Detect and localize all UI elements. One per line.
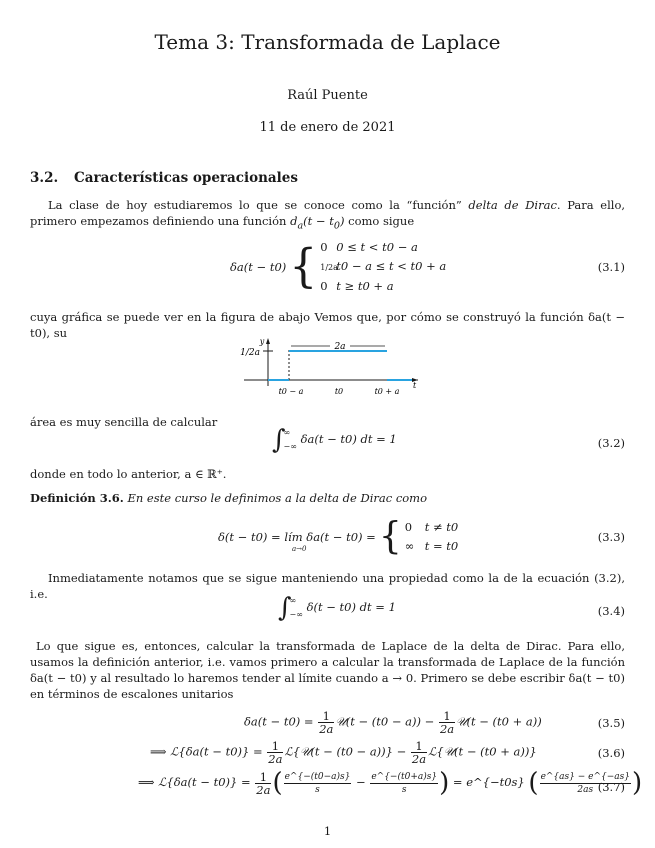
delta-graph — [232, 336, 422, 398]
fraction: $\frac{1}{2a}$ — [256, 769, 271, 797]
eq33-lhs: δ(t − t0) = lím δa(t − t0) = — [218, 530, 376, 544]
eq32-body: δa(t − t0) dt = 1 — [300, 432, 397, 446]
integral-sign: ∫ — [272, 425, 286, 455]
y-label: y — [259, 337, 265, 346]
tick-label: t0 — [334, 387, 344, 396]
eq31-case-row: 0 0 ≤ t < t0 − a — [320, 240, 418, 254]
paragraph-graph: cuya gráfica se puede ver en la figura de abajo Vemos que, por cómo se construyó la función δa(t − t0), su — [30, 310, 625, 340]
eq31-case-row: 0 t ≥ t0 + a — [320, 279, 394, 293]
eq34-body: δ(t − t0) dt = 1 — [306, 600, 396, 614]
definition-label: Definición 3.6. — [30, 491, 124, 505]
fraction: $\frac{e\^{}\{as\} - e\^{}\{-as\}}{2as}$ — [540, 771, 630, 795]
eq33-case-row: ∞ t = t0 — [404, 539, 459, 553]
paragraph-area: área es muy sencilla de calcular — [30, 415, 218, 429]
equation-3-5: δa(t − t0) = $\frac{1}{2a}$ 𝒰(t − (t0 − a)) − $\frac{1}{2a}$ 𝒰(t − (t0 + a)) (3.5) — [244, 709, 625, 736]
equation-number: (3.1) — [597, 260, 625, 274]
equation-number: (3.7) — [597, 780, 625, 794]
section-number: 3.2. — [30, 170, 59, 186]
equation-3-7: ⟹ ℒ{δa(t − t0)} = $\frac{1}{2a}$ ( $\frac{e\^{}\{-(t0-a)s\}}{s}$ − $\frac{e\^{}\{-(t0+a)s\}}{s}$ ) = e^{−t0s} ( $\frac{e\^{}\{as\} - e\^{}\{-as\}}{2as}$ ) (3.7) — [138, 768, 643, 798]
equation-number: (3.5) — [597, 716, 625, 730]
limit-subscript: a→0 — [292, 545, 307, 553]
paragraph-intro: La clase de hoy estudiaremos lo que se conoce como la “función” delta de Dirac. Para ello, primero empezamos definiendo una función $d_a(t - t_0)$ como sigue — [30, 198, 626, 232]
equation-number: (3.2) — [597, 436, 625, 450]
equation-3-4: ∫ ∞ −∞ δ(t − t0) dt = 1 (3.4) — [278, 593, 625, 623]
equation-number: (3.4) — [597, 604, 625, 618]
integral-sign: ∫ — [278, 593, 292, 623]
fraction: $\frac{1}{2a}$ — [319, 709, 334, 736]
equation-3-2: ∫ ∞ −∞ δa(t − t0) dt = 1 (3.2) — [272, 425, 625, 455]
paragraph-laplace: Lo que sigue es, entonces, calcular la transformada de Laplace de la delta de Dirac. Para ello, usamos la definición anterior, i.e. vamos primero a calcular la transformada de Laplace de la función δa(t − t0) y al resultado lo haremos tender al límite cuando a → 0. Primero se debe escribir δa(t − t0) en términos de escalones unitarios — [30, 639, 625, 701]
eq31-lhs: δa(t − t0) — [230, 260, 287, 274]
eq33-case-row: 0 t ≠ t0 — [404, 520, 459, 534]
equation-3-3: δ(t − t0) = lím δa(t − t0) = a→0 { 0 t ≠ t0 ∞ t = t0 (3.3) — [218, 514, 625, 558]
equation-3-6: ⟹ ℒ{δa(t − t0)} = $\frac{1}{2a}$ ℒ{𝒰(t − (t0 − a))} − $\frac{1}{2a}$ ℒ{𝒰(t − (t0 + a))} (3.6) — [150, 739, 625, 766]
fraction: $\frac{e\^{}\{-(t0-a)s\}}{s}$ — [284, 771, 351, 795]
page-title: Tema 3: Transformada de Laplace — [154, 30, 501, 54]
tick-label: t0 + a — [374, 387, 400, 396]
definition-text: En este curso le definimos a la delta de Dirac como — [127, 491, 428, 505]
equation-number: (3.6) — [597, 746, 625, 760]
da-expr: $d_a(t - t_0)$ — [290, 214, 345, 232]
y-axis-arrow-icon — [266, 338, 270, 344]
paragraph-domain: donde en todo lo anterior, a ∈ ℝ⁺. — [30, 467, 227, 481]
date: 11 de enero de 2021 — [259, 120, 396, 135]
author: Raúl Puente — [287, 88, 368, 103]
section-heading — [30, 170, 298, 186]
page-number: 1 — [323, 824, 332, 838]
section-title: Características operacionales — [74, 170, 298, 186]
eq31-case-row: 1/2at0 − a ≤ t < t0 + a — [320, 259, 447, 273]
fraction: $\frac{e\^{}\{-(t0+a)s\}}{s}$ — [371, 771, 438, 795]
fraction: $\frac{1}{2a}$ — [268, 739, 283, 766]
t-label: t — [413, 381, 417, 390]
fraction: $\frac{1}{2a}$ — [411, 739, 427, 766]
fraction: $\frac{1}{2a}$ — [439, 709, 455, 736]
width-label: 2a — [334, 342, 346, 352]
paragraph-property: Inmediatamente notamos que se sigue manteniendo una propiedad como la de la ecuación (3.2), i.e. — [30, 571, 625, 601]
equation-3-1: δa(t − t0) { 0 0 ≤ t < t0 − a 1/2at0 − a ≤ t < t0 + a 0 t ≥ t0 + a (3.1) — [30, 238, 625, 298]
tick-label: t0 − a — [278, 387, 304, 396]
level-label: 1/2a — [240, 348, 260, 358]
definition — [30, 490, 625, 506]
equation-number: (3.3) — [597, 530, 625, 544]
